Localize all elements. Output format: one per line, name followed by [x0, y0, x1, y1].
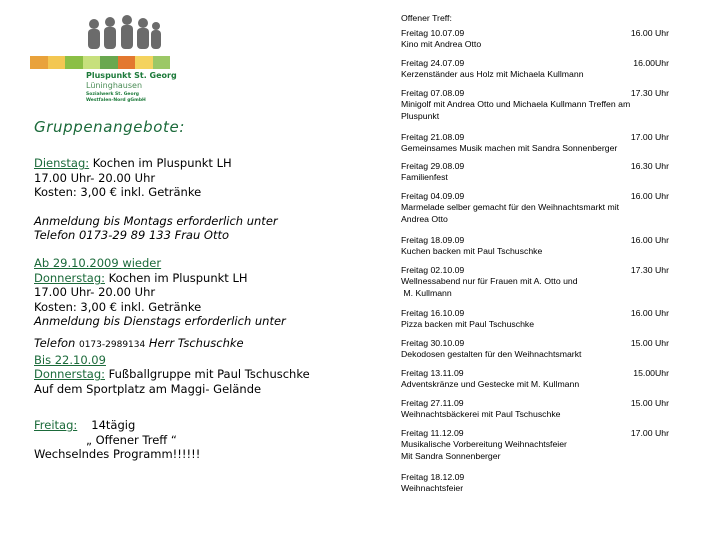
dienstag-cost: Kosten: 3,00 € inkl. Getränke — [34, 185, 202, 200]
tel-prefix: Telefon — [34, 336, 79, 351]
bis-datum: Bis 22.10.09 — [34, 352, 106, 367]
logo-sub: Lüninghausen — [86, 81, 143, 90]
event-date: Freitag 18.12.09 — [401, 472, 465, 482]
offener-treff-header: Offener Treff: — [401, 13, 452, 23]
event-item — [401, 308, 669, 331]
event-date: Freitag 07.08.09 — [401, 88, 465, 98]
event-description: Dekodosen gestalten für den Weihnachtsmarkt — [401, 349, 582, 360]
event-date-row — [401, 161, 669, 172]
color-band-cell — [153, 56, 171, 69]
event-date: Freitag 10.07.09 — [401, 28, 465, 38]
event-time: 16.00 Uhr — [630, 308, 669, 318]
event-item — [401, 88, 669, 122]
donnerstag2-label: Donnerstag: — [34, 367, 105, 382]
color-band-cell — [65, 56, 83, 69]
telefon-otto: Telefon 0173-29 89 133 Frau Otto — [34, 228, 230, 243]
event-item — [401, 161, 669, 184]
event-date: Freitag 29.08.09 — [401, 161, 465, 171]
color-band-cell — [30, 56, 48, 69]
donnerstag-time: 17.00 Uhr- 20.00 Uhr — [34, 285, 156, 300]
freitag-prog: Wechselndes Programm!!!!!! — [34, 446, 201, 461]
dienstag-time: 17.00 Uhr- 20.00 Uhr — [34, 170, 156, 185]
event-date: Freitag 24.07.09 — [401, 58, 465, 68]
color-band-cell — [48, 56, 66, 69]
color-band-cell — [100, 56, 118, 69]
event-time: 17.30 Uhr — [630, 88, 669, 98]
event-description: Gemeinsames Musik machen mit Sandra Sonnenberger — [401, 143, 618, 154]
event-item — [401, 191, 669, 225]
event-date: Freitag 30.10.09 — [401, 338, 465, 348]
dienstag-label: Dienstag: — [34, 156, 90, 171]
event-date-row — [401, 398, 669, 409]
dienstag-text: Kochen im Pluspunkt LH — [89, 156, 232, 171]
event-date: Freitag 02.10.09 — [401, 265, 465, 275]
logo-org-line2: Westfalen-Nord gGmbH — [86, 98, 146, 103]
event-item — [401, 398, 669, 421]
logo-org — [86, 92, 146, 104]
freitag-line — [34, 418, 364, 432]
event-description: Kerzenständer aus Holz mit Michaela Kullmann — [401, 69, 584, 80]
event-time: 15.00 Uhr — [630, 398, 669, 408]
donnerstag-line — [34, 271, 364, 285]
event-date: Freitag 16.10.09 — [401, 308, 465, 318]
donnerstag-cost: Kosten: 3,00 € inkl. Getränke — [34, 299, 202, 314]
anmeldung-dienstag: Anmeldung bis Dienstags erforderlich unter — [34, 314, 286, 329]
event-date: Freitag 27.11.09 — [401, 398, 464, 408]
event-description: Familienfest — [401, 172, 448, 183]
event-item — [401, 472, 669, 495]
color-band-cell — [118, 56, 136, 69]
event-date: Freitag 13.11.09 — [401, 368, 464, 378]
event-item — [401, 235, 669, 258]
event-date: Freitag 18.09.09 — [401, 235, 465, 245]
event-item — [401, 428, 669, 462]
event-time: 16.00 Uhr — [630, 191, 669, 201]
event-description: Musikalische Vorbereitung Weihnachtsfeier — [401, 439, 567, 450]
event-description: Pluspunkt — [401, 110, 440, 121]
event-time: 17.00 Uhr — [630, 132, 669, 142]
event-description: Pizza backen mit Paul Tschuschke — [401, 319, 535, 330]
page-title: Gruppenangebote: — [34, 118, 185, 136]
telefon-tschuschke — [34, 336, 364, 352]
event-date-row — [401, 472, 669, 483]
freitag-label: Freitag: — [34, 418, 78, 433]
logo-org-line1: Sozialwerk St. Georg — [86, 92, 140, 97]
donnerstag2-place: Auf dem Sportplatz am Maggi- Gelände — [34, 381, 262, 396]
event-item — [401, 338, 669, 361]
event-time: 16.00 Uhr — [630, 235, 669, 245]
event-item — [401, 265, 669, 299]
event-date-row — [401, 308, 669, 319]
color-band-cell — [83, 56, 101, 69]
tel-suffix: Herr Tschuschke — [145, 336, 244, 351]
dienstag-line — [34, 156, 364, 170]
people-figures-icon — [82, 14, 162, 56]
event-date: Freitag 04.09.09 — [401, 191, 465, 201]
freitag-quote: „ Offener Treff “ — [86, 432, 177, 447]
event-date: Freitag 11.12.09 — [401, 428, 464, 438]
color-band — [30, 56, 170, 69]
logo-brand: Pluspunkt St. Georg — [86, 71, 177, 80]
event-date-row — [401, 338, 669, 349]
event-item — [401, 28, 669, 51]
event-item — [401, 132, 669, 155]
event-time: 17.00 Uhr — [630, 428, 669, 438]
event-time: 15.00Uhr — [633, 368, 669, 378]
donnerstag2-line — [34, 367, 364, 381]
donnerstag-label: Donnerstag: — [34, 270, 105, 285]
ab-datum: Ab 29.10.2009 wieder — [34, 256, 162, 271]
event-time: 16.30 Uhr — [630, 161, 669, 171]
event-description: Wellnessabend nur für Frauen mit A. Otto und — [401, 276, 578, 287]
donnerstag2-text: Fußballgruppe mit Paul Tschuschke — [105, 367, 310, 382]
event-date-row — [401, 368, 669, 379]
event-description: Weihnachtsfeier — [401, 483, 464, 494]
anmeldung-montag: Anmeldung bis Montags erforderlich unter — [34, 213, 278, 228]
event-time: 17.30 Uhr — [630, 265, 669, 275]
event-description: M. Kullmann — [401, 287, 452, 298]
event-description: Kino mit Andrea Otto — [401, 39, 482, 50]
freitag-text: 14tägig — [91, 418, 136, 433]
event-date-row — [401, 58, 669, 69]
event-time: 16.00 Uhr — [630, 28, 669, 38]
event-date-row — [401, 428, 669, 439]
event-time: 15.00 Uhr — [630, 338, 669, 348]
logo — [30, 14, 177, 104]
event-date-row — [401, 191, 669, 202]
color-band-cell — [135, 56, 153, 69]
donnerstag-text: Kochen im Pluspunkt LH — [105, 270, 248, 285]
event-date-row — [401, 235, 669, 246]
event-date: Freitag 21.08.09 — [401, 132, 465, 142]
event-description: Minigolf mit Andrea Otto und Michaela Kullmann Treffen am — [401, 99, 631, 110]
tel-number: 0173-2989134 — [78, 340, 146, 351]
event-description: Adventskränze und Gestecke mit M. Kullmann — [401, 379, 580, 390]
event-description: Andrea Otto — [401, 213, 448, 224]
event-date-row — [401, 132, 669, 143]
event-date-row — [401, 265, 669, 276]
event-description: Kuchen backen mit Paul Tschuschke — [401, 246, 543, 257]
group-offers — [34, 120, 364, 461]
event-date-row — [401, 28, 669, 39]
event-description: Weihnachtsbäckerei mit Paul Tschuschke — [401, 409, 561, 420]
event-item — [401, 58, 669, 81]
event-date-row — [401, 88, 669, 99]
event-time: 16.00Uhr — [633, 58, 669, 68]
event-description: Marmelade selber gemacht für den Weihnachtsmarkt mit — [401, 202, 620, 213]
event-description: Mit Sandra Sonnenberger — [401, 450, 501, 461]
event-item — [401, 368, 669, 391]
